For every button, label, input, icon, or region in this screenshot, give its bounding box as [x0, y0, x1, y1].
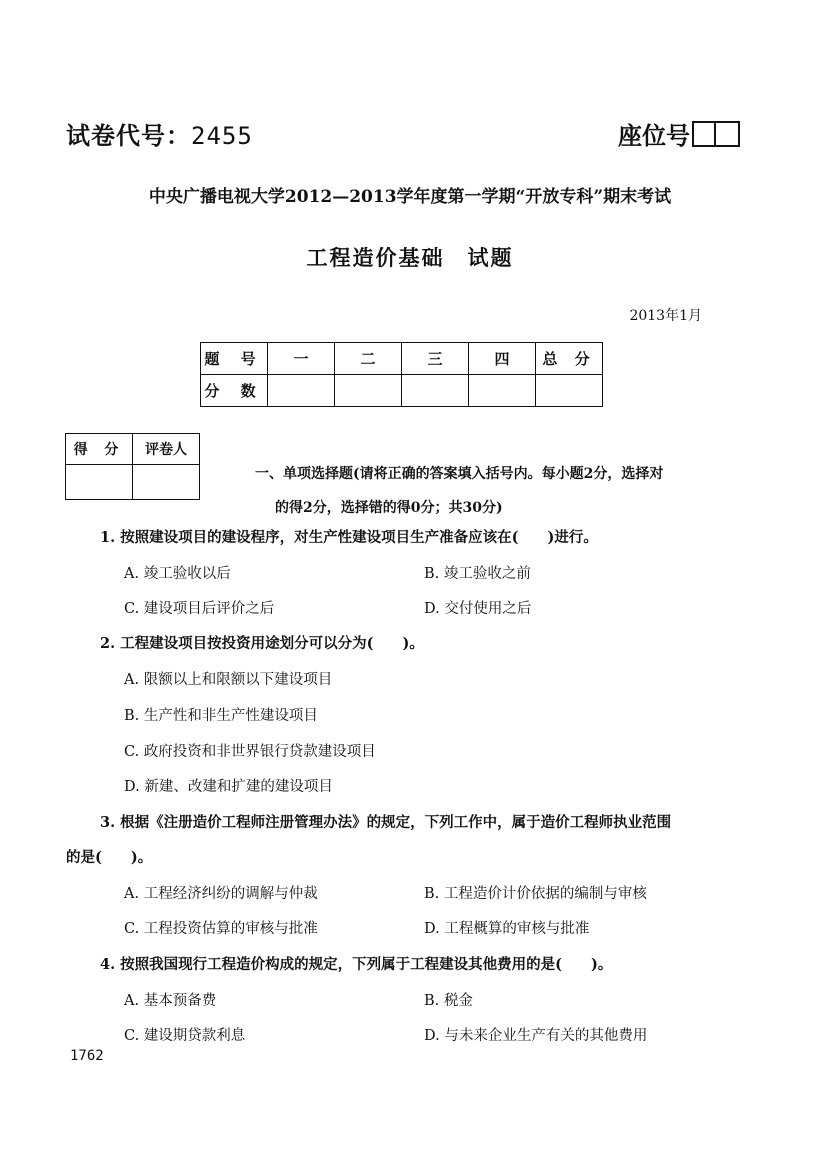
seat-number-boxes[interactable] — [692, 121, 740, 147]
question-3-option-b: B. 工程造价计价依据的编制与审核 — [424, 886, 647, 902]
question-2-option-b: B. 生产性和非生产性建设项目 — [124, 708, 318, 724]
section-1-heading-line2: 的得2分，选择错的得0分；共30分) — [275, 500, 503, 516]
question-4-option-b: B. 税金 — [424, 993, 473, 1009]
question-2-option-a: A. 限额以上和限额以下建设项目 — [124, 672, 333, 688]
grader-table — [65, 433, 200, 500]
question-1-option-a: A. 竣工验收以后 — [124, 566, 231, 582]
question-4-option-a: A. 基本预备费 — [124, 993, 217, 1009]
score-col-4: 四 — [469, 343, 536, 375]
grader-name-cell[interactable] — [133, 465, 200, 500]
exam-date: 2013年1月 — [629, 308, 702, 324]
seat-box[interactable] — [692, 121, 716, 147]
question-number-label: 题 号 — [201, 343, 268, 375]
question-1-option-d: D. 交付使用之后 — [424, 601, 532, 617]
question-3-option-a: A. 工程经济纠纷的调解与仲裁 — [124, 886, 318, 902]
question-4-option-c: C. 建设期贷款利息 — [124, 1028, 246, 1044]
section-1-heading — [255, 457, 745, 525]
paper-code-label: 试卷代号： — [66, 122, 191, 150]
grader-score-label: 得 分 — [66, 434, 133, 465]
score-col-3: 三 — [402, 343, 469, 375]
question-2-stem: 2. 工程建设项目按投资用途划分可以分为( )。 — [100, 635, 424, 652]
score-cell[interactable] — [268, 375, 335, 407]
question-2-option-c: C. 政府投资和非世界银行贷款建设项目 — [124, 744, 376, 760]
subject-title: 工程造价基础 试题 — [306, 246, 514, 270]
score-col-total: 总 分 — [536, 343, 603, 375]
score-table-header-row — [201, 343, 603, 375]
seat-number-label: 座位号 — [618, 122, 690, 150]
question-3-stem-line2: 的是( )。 — [66, 849, 153, 866]
page-number: 1762 — [70, 1048, 104, 1064]
grader-table-header-row — [66, 434, 200, 465]
exam-title: 中央广播电视大学2012—2013学年度第一学期“开放专科”期末考试 — [148, 187, 672, 207]
question-3-option-c: C. 工程投资估算的审核与批准 — [124, 921, 318, 937]
seat-box[interactable] — [716, 121, 740, 147]
grader-table-input-row — [66, 465, 200, 500]
score-cell-total[interactable] — [536, 375, 603, 407]
grader-name-label: 评卷人 — [133, 434, 200, 465]
score-col-2: 二 — [335, 343, 402, 375]
question-1-stem: 1. 按照建设项目的建设程序，对生产性建设项目生产准备应该在( )进行。 — [100, 529, 598, 546]
question-4-option-d: D. 与未来企业生产有关的其他费用 — [424, 1028, 648, 1044]
score-cell[interactable] — [335, 375, 402, 407]
paper-code-number: 2455 — [191, 122, 253, 150]
paper-code — [66, 116, 253, 151]
score-table-score-row — [201, 375, 603, 407]
score-table — [200, 342, 603, 407]
question-3-option-d: D. 工程概算的审核与批准 — [424, 921, 590, 937]
score-cell[interactable] — [469, 375, 536, 407]
question-1-option-b: B. 竣工验收之前 — [424, 566, 531, 582]
seat-number — [618, 116, 740, 151]
score-label: 分 数 — [201, 375, 268, 407]
question-1-option-c: C. 建设项目后评价之后 — [124, 601, 275, 617]
score-col-1: 一 — [268, 343, 335, 375]
question-3-stem-line1: 3. 根据《注册造价工程师注册管理办法》的规定，下列工作中，属于造价工程师执业范围 — [100, 814, 672, 831]
score-cell[interactable] — [402, 375, 469, 407]
section-1-heading-line1: 一、单项选择题(请将正确的答案填入括号内。每小题2分，选择对 — [255, 466, 664, 482]
question-4-stem: 4. 按照我国现行工程造价构成的规定，下列属于工程建设其他费用的是( )。 — [100, 956, 613, 973]
grader-score-cell[interactable] — [66, 465, 133, 500]
question-2-option-d: D. 新建、改建和扩建的建设项目 — [124, 779, 333, 795]
